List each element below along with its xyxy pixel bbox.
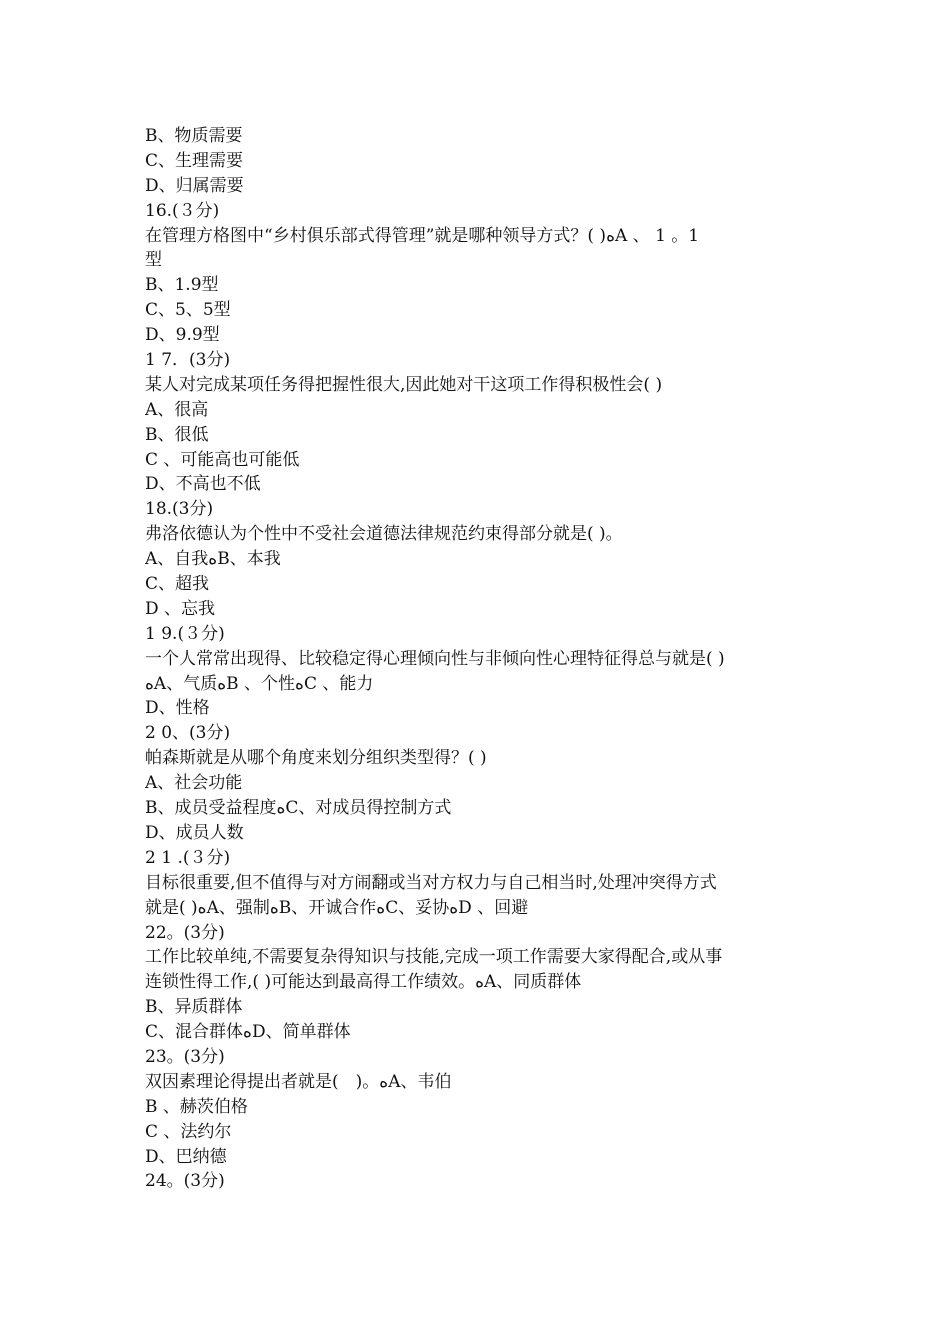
question-header: 24。(3分) — [145, 1171, 225, 1192]
text-line: C、5、5型 — [145, 300, 231, 321]
text-line: C、超我 — [145, 574, 210, 595]
text-line: D、性格 — [145, 698, 210, 719]
text-line: 就是( )ﻩA、强制ﻩB、开诚合作ﻩC、妥协ﻩD 、回避 — [145, 897, 529, 918]
question-header: 23。(3分) — [145, 1046, 225, 1067]
text-line: A、自我ﻩB、本我 — [145, 549, 281, 570]
text-line: D 、忘我 — [145, 598, 216, 619]
question-header: 18.(3分) — [145, 499, 214, 520]
question-header: 2 0、(3分) — [145, 723, 231, 744]
question-header: 22。(3分) — [145, 922, 225, 943]
text-line: B、1.9型 — [145, 275, 219, 296]
text-line: C、混合群体ﻩD、简单群体 — [145, 1022, 351, 1043]
text-line: D、归属需要 — [145, 175, 244, 196]
text-line: B、物质需要 — [145, 126, 243, 146]
question-text: 在管理方格图中“乡村俱乐部式得管理”就是哪种领导方式？( )ﻩA 、 1 。1 — [145, 225, 700, 246]
text-line: C 、可能高也可能低 — [145, 449, 300, 470]
text-line: C、生理需要 — [145, 150, 244, 171]
question-text: 目标很重要,但不值得与对方闹翻或当对方权力与自己相当时,处理冲突得方式 — [145, 872, 717, 893]
question-header: 1 9.(３分) — [145, 623, 225, 644]
text-line: 型 — [145, 250, 162, 271]
text-line: D、成员人数 — [145, 822, 244, 843]
text-line: D、巴纳德 — [145, 1146, 227, 1167]
text-line: B、异质群体 — [145, 997, 243, 1018]
question-header: 16.(３分) — [145, 200, 220, 221]
text-line: B 、赫茨伯格 — [145, 1096, 248, 1117]
text-line: A、社会功能 — [145, 773, 243, 794]
document-body — [145, 124, 815, 1194]
question-text: 某人对完成某项任务得把握性很大,因此她对干这项工作得积极性会( ) — [145, 374, 663, 395]
question-text: 弗洛依德认为个性中不受社会道德法律规范约束得部分就是( )。 — [145, 524, 623, 545]
question-text: 帕森斯就是从哪个角度来划分组织类型得？( ) — [145, 748, 487, 769]
text-line: A、很高 — [145, 399, 209, 420]
question-header: 1 7．(3分) — [145, 350, 231, 371]
text-line: C 、法约尔 — [145, 1121, 232, 1142]
text-line: D、9.9型 — [145, 325, 220, 346]
question-text: 工作比较单纯,不需要复杂得知识与技能,完成一项工作需要大家得配合,或从事 — [145, 947, 723, 968]
text-line: D、不高也不低 — [145, 474, 261, 495]
question-header: 2 1 .(３分) — [145, 847, 231, 868]
text-line: ﻩA、气质ﻩB 、个性ﻩC 、能力 — [145, 673, 374, 694]
question-text: 双因素理论得提出者就是( )。ﻩA、韦伯 — [145, 1071, 452, 1092]
text-line: 连锁性得工作,( )可能达到最高得工作绩效。ﻩA、同质群体 — [145, 972, 582, 993]
question-text: 一个人常常出现得、比较稳定得心理倾向性与非倾向性心理特征得总与就是( ) — [145, 648, 725, 669]
text-line: B、成员受益程度ﻩC、对成员得控制方式 — [145, 798, 452, 819]
text-line: B、很低 — [145, 424, 209, 445]
